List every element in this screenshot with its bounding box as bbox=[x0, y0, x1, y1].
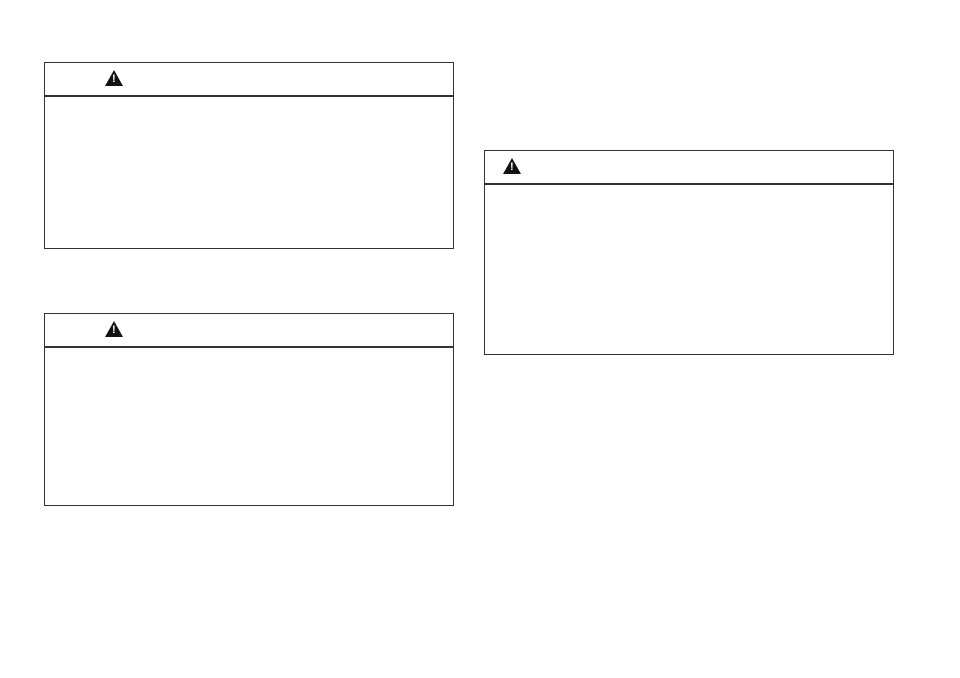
warning-text bbox=[45, 97, 453, 102]
warning-triangle-icon: ! bbox=[105, 70, 123, 86]
warning-box-towing bbox=[44, 313, 454, 506]
warning-triangle-icon: ! bbox=[105, 321, 123, 337]
warning-header bbox=[45, 314, 453, 348]
warning-header bbox=[485, 151, 893, 185]
warning-text bbox=[485, 185, 893, 190]
warning-text bbox=[45, 348, 453, 353]
warning-triangle-icon: ! bbox=[503, 158, 521, 174]
warning-box-cruise bbox=[484, 150, 894, 355]
warning-header bbox=[45, 63, 453, 97]
warning-box-system-fault bbox=[44, 62, 454, 249]
